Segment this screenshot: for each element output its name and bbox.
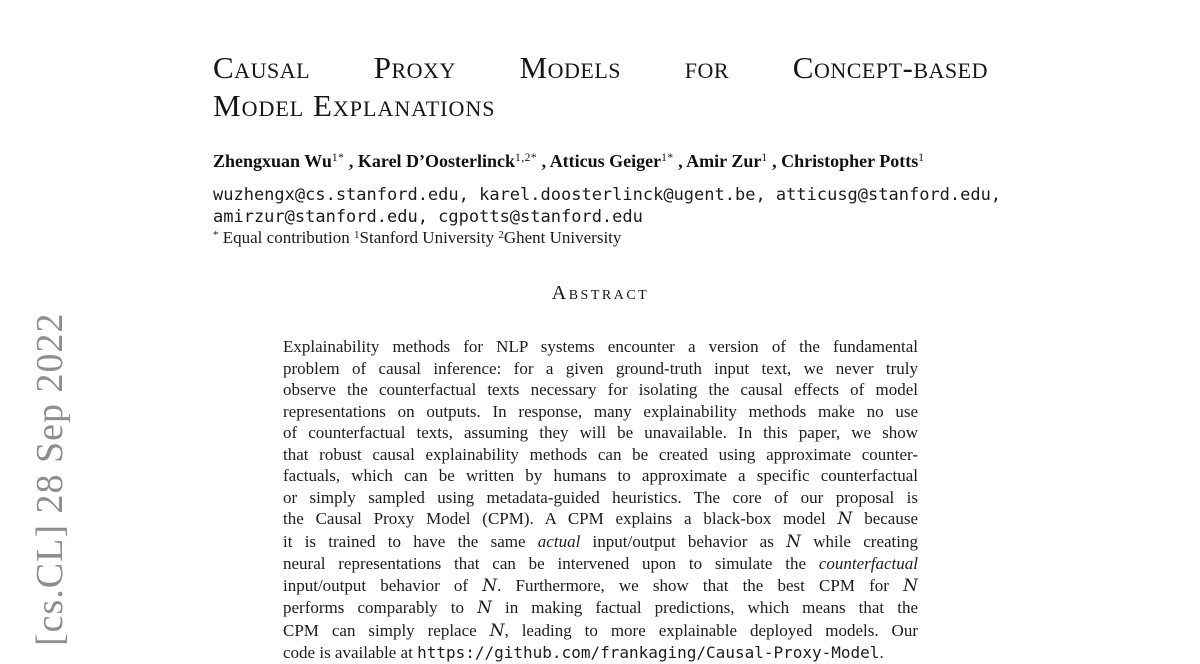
- affiliation-text: Stanford University: [359, 228, 499, 247]
- abstract-line: [283, 444, 918, 466]
- abstract-text-segment: performs comparably to: [283, 598, 478, 617]
- mathcal-n-symbol: N: [903, 575, 918, 596]
- paper-title: [213, 49, 988, 125]
- abstract-line: [283, 508, 918, 531]
- email-line-1: wuzhengx@cs.stanford.edu, karel.doosterlinck@ugent.be, atticusg@stanford.edu,: [213, 185, 1002, 205]
- abstract-line: [283, 553, 918, 575]
- abstract-text-segment: of counterfactual texts, assuming they will be unavailable. In this paper, we show: [283, 423, 918, 442]
- abstract-line: [283, 531, 918, 554]
- abstract-text-segment: input/output behavior of: [283, 575, 483, 595]
- abstract-text-segment: or simply sampled using metadata-guided heuristics. The core of our proposal is: [283, 487, 918, 507]
- affiliations-line: [213, 228, 621, 248]
- abstract-line: [283, 358, 918, 380]
- mathcal-n-symbol: N: [786, 531, 801, 552]
- mathcal-n-symbol: N: [837, 509, 853, 529]
- abstract-line: [283, 575, 918, 598]
- abstract-line: [283, 642, 918, 664]
- author-name: Christopher Potts: [781, 151, 919, 171]
- abstract-text-segment: representations on outputs. In response, many explainability methods make no use: [283, 401, 918, 421]
- author-affiliation-marker: 1: [918, 152, 925, 164]
- mathcal-n-symbol: N: [489, 620, 505, 641]
- abstract-text-segment: , leading to more explainable deployed models. Our: [504, 620, 918, 640]
- author-affiliation-marker: 1,2*: [515, 152, 538, 164]
- affiliation-text: Equal contribution: [218, 228, 355, 247]
- mathcal-n-symbol: N: [482, 575, 498, 596]
- affiliation-marker: 1: [354, 229, 360, 241]
- mathcal-n-symbol: N: [477, 598, 492, 618]
- abstract-text-segment: input/output behavior as: [580, 531, 787, 551]
- author-emails: [213, 184, 1001, 228]
- abstract-text-segment: the Causal Proxy Model (CPM). A CPM explains a black-box model: [283, 509, 838, 528]
- abstract-text-segment: CPM can simply replace: [283, 620, 490, 640]
- author-list: Zhengxuan $Wu^{1*}$ , Karel D’Oosterlinck$^{1,2*}$ , Atticus Geiger$^{1*}$ , Amir Zur$^1$ , Christopher Potts$^1$: [213, 151, 925, 171]
- abstract-text-segment: .: [879, 643, 884, 662]
- abstract-text-segment: Explainability methods for NLP systems encounter a version of the fundamental: [283, 337, 918, 356]
- author-name: Atticus Geiger: [549, 151, 662, 171]
- abstract-body: [283, 336, 918, 664]
- abstract-text-segment: in making factual predictions, which means that the: [491, 598, 918, 617]
- abstract-text-segment: actual: [537, 531, 581, 551]
- abstract-text-segment: problem of causal inference: for a given ground-truth input text, we never truly: [283, 358, 918, 378]
- author-affiliation-marker: 1*: [661, 152, 674, 164]
- abstract-text-segment: code is available at: [283, 643, 418, 662]
- code-repo-link[interactable]: https://github.com/frankaging/Causal-Proxy-Model: [417, 643, 880, 662]
- abstract-line: [283, 379, 918, 401]
- affiliation-text: Ghent University: [503, 228, 622, 247]
- author-name: Zhengxuan Wu: [213, 151, 332, 171]
- author-affiliation-marker: 1: [761, 152, 768, 164]
- affiliation-marker: 2: [498, 229, 504, 241]
- abstract-text-segment: factuals, which can be written by humans to approximate a specific counterfactual: [283, 466, 918, 485]
- abstract-line: [283, 620, 918, 643]
- arxiv-watermark: [cs.CL] 28 Sep 2022: [29, 312, 71, 646]
- abstract-line: [283, 465, 918, 487]
- abstract-text-segment: it is trained to have the same: [283, 531, 538, 551]
- email-line-2: amirzur@stanford.edu, cgpotts@stanford.edu: [213, 207, 643, 227]
- abstract-heading: Abstract: [551, 282, 650, 304]
- abstract-line: [283, 487, 918, 509]
- abstract-line: [283, 597, 918, 620]
- author-name: Amir Zur: [686, 151, 762, 171]
- abstract-line: [283, 336, 918, 358]
- abstract-text-segment: counterfactual: [818, 554, 918, 573]
- abstract-text-segment: observe the counterfactual texts necessary for isolating the causal effects of model: [283, 380, 918, 399]
- title-line-1: Causal Proxy Models for Concept-based: [213, 50, 988, 85]
- abstract-text-segment: while creating: [800, 531, 918, 551]
- title-line-2: Model Explanations: [213, 88, 496, 123]
- affiliation-marker: *: [213, 229, 219, 241]
- abstract-text-segment: that robust causal explainability methods can be created using approximate counter-: [283, 444, 918, 464]
- author-affiliation-marker: 1*: [331, 152, 345, 164]
- abstract-text-segment: because: [852, 509, 918, 528]
- abstract-line: [283, 401, 918, 423]
- abstract-line: [283, 422, 918, 444]
- abstract-text-segment: neural representations that can be intervened upon to simulate the: [283, 554, 819, 573]
- abstract-text-segment: . Furthermore, we show that the best CPM for: [497, 575, 904, 595]
- author-name: Karel D’Oosterlinck: [357, 151, 516, 171]
